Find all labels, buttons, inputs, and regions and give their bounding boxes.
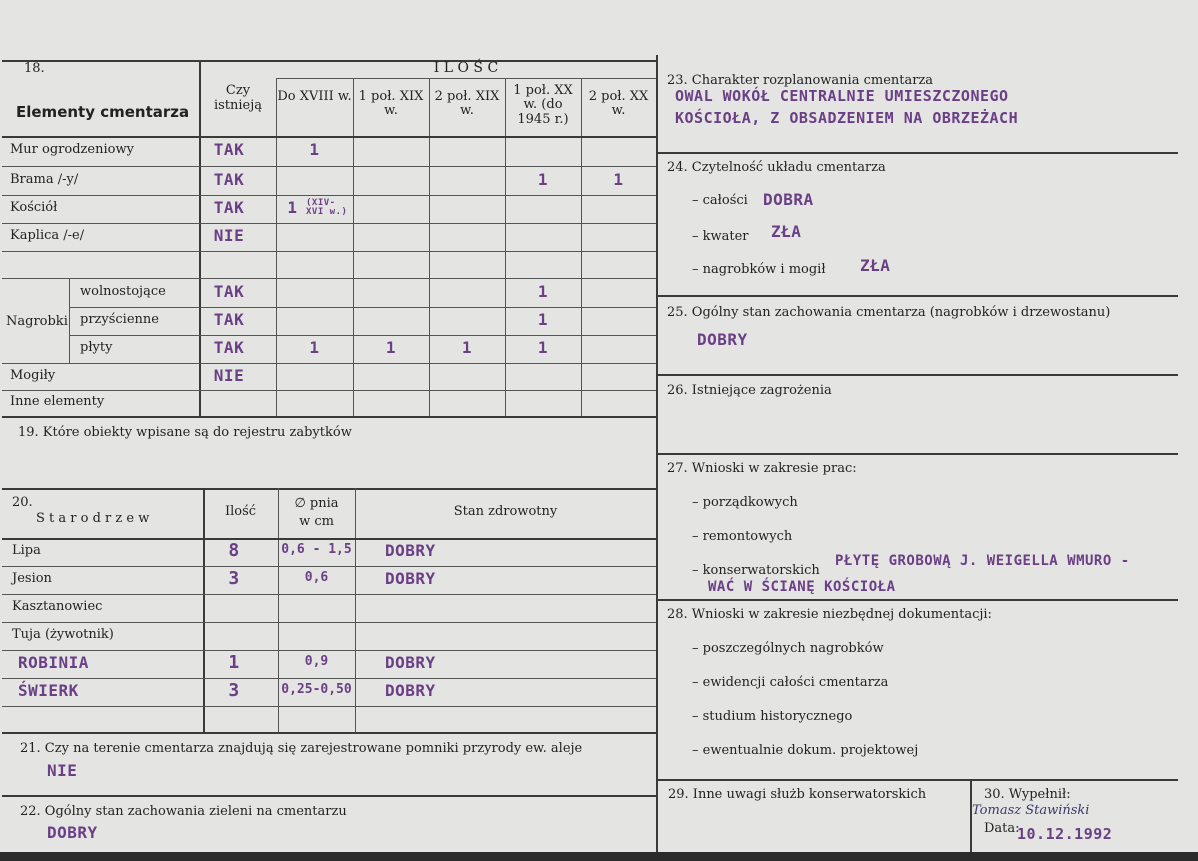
row-note-2: (XIV-XVI w.): [306, 198, 348, 217]
sec21-value: NIE: [47, 761, 78, 780]
sec24-value-3: ZŁA: [860, 256, 891, 275]
row-exists-6: TAK: [213, 310, 245, 329]
sec28-item-4: – ewentualnie dokum. projektowej: [692, 743, 919, 758]
row-label-9: Inne elementy: [10, 394, 105, 409]
row-exists-0: TAK: [213, 140, 245, 159]
row-exists-8: NIE: [213, 365, 245, 385]
sec29-label: 29. Inne uwagi służb konserwatorskich: [668, 787, 927, 802]
tree-diameter-4: 0,9: [304, 654, 329, 669]
sec28-item-3: – studium historycznego: [692, 709, 853, 724]
tree-count-4: 1: [228, 652, 240, 673]
row-label-1: Brama /-y/: [10, 171, 79, 187]
sec30-date-value: 10.12.1992: [1017, 825, 1113, 843]
ilosc-header: I L O Ś C: [433, 60, 499, 76]
tree-name-1: Jesion: [12, 571, 52, 586]
row-6-col-3: 1: [537, 310, 549, 329]
col-diam-header-2: w cm: [299, 514, 334, 529]
col-header-0: Do XVIII w.: [277, 89, 352, 104]
sec23-label: 23. Charakter rozplanowania cmentarza: [667, 73, 934, 88]
sec24-item-1: – całości: [692, 193, 748, 208]
row-label-0: Mur ogrodzeniowy: [10, 142, 134, 157]
row-exists-7: TAK: [213, 338, 245, 357]
sec28-label: 28. Wnioski w zakresie niezbędnej dokumentacji:: [667, 607, 992, 622]
sec18-title: Elementy cmentarza: [16, 103, 190, 121]
sec25-label: 25. Ogólny stan zachowania cmentarza (nagrobków i drzewostanu): [667, 305, 1111, 320]
col-diam-header-1: ∅ pnia: [294, 496, 339, 511]
tree-count-1: 3: [228, 568, 240, 589]
row-label-3: Kaplica /-e/: [10, 228, 85, 243]
tree-diameter-5: 0,25-0,50: [281, 682, 352, 697]
sec27-value-1: PŁYTĘ GROBOWĄ J. WEIGELLA WMURO -: [835, 553, 1130, 569]
row-1-col-3: 1: [537, 169, 549, 189]
row-exists-2: TAK: [213, 198, 245, 217]
sec19-label: 19. Które obiekty wpisane są do rejestru zabytków: [18, 425, 352, 440]
tree-health-1: DOBRY: [385, 569, 436, 588]
sec28-item-1: – poszczególnych nagrobków: [692, 641, 884, 656]
sec18-number: 18.: [24, 61, 45, 76]
sec24-label: 24. Czytelność układu cmentarza: [667, 160, 886, 175]
tree-name-2: Kasztanowiec: [12, 599, 103, 614]
col-health-header: Stan zdrowotny: [453, 504, 558, 519]
row-label-5: wolnostojące: [80, 283, 166, 299]
row-exists-3: NIE: [213, 226, 245, 245]
sec24-item-2: – kwater: [692, 229, 749, 244]
sec22-label: 22. Ogólny stan zachowania zieleni na cmentarzu: [20, 804, 347, 819]
col-header-4: 2 poł. XX w.: [588, 89, 649, 119]
col-exists-header: Czy istnieją: [213, 83, 263, 113]
sec25-value: DOBRY: [697, 330, 748, 349]
sec24-value-2: ZŁA: [771, 222, 802, 241]
sec20-title: S t a r o d r z e w: [36, 511, 150, 526]
tree-count-0: 8: [228, 540, 240, 561]
sec24-item-3: – nagrobków i mogił: [692, 262, 826, 277]
sec30-date-label: Data:: [984, 821, 1020, 836]
sec24-value-1: DOBRA: [763, 190, 814, 209]
row-7-col-0: 1: [309, 338, 320, 357]
row-2-col-0: 1: [287, 198, 298, 217]
sec27-item-2: – remontowych: [692, 529, 793, 544]
sec23-value-2: KOŚCIOŁA, Z OBSADZENIEM NA OBRZEŻACH: [675, 109, 1019, 127]
tree-name-4: ROBINIA: [18, 653, 89, 672]
tree-health-5: DOBRY: [385, 681, 436, 700]
tree-count-5: 3: [228, 680, 240, 701]
tree-health-4: DOBRY: [385, 653, 436, 672]
sec22-value: DOBRY: [47, 823, 98, 842]
row-7-col-2: 1: [461, 338, 473, 357]
row-7-col-3: 1: [537, 338, 549, 357]
tree-name-5: ŚWIERK: [18, 681, 79, 700]
signature: Tomasz Stawiński: [972, 803, 1090, 818]
row-5-col-3: 1: [537, 281, 549, 301]
row-label-8: Mogiły: [10, 367, 56, 383]
col-header-3: 1 poł. XX w. (do 1945 r.): [513, 83, 573, 127]
row-1-col-4: 1: [613, 169, 624, 189]
sec27-item-3: – konserwatorskich: [692, 563, 820, 578]
sec28-item-2: – ewidencji całości cmentarza: [692, 675, 889, 690]
row-label-2: Kościół: [10, 200, 58, 215]
sec30-label: 30. Wypełnił:: [984, 787, 1071, 802]
sec21-label: 21. Czy na terenie cmentarza znajdują się zarejestrowane pomniki przyrody ew. aleje: [20, 741, 583, 756]
tree-name-3: Tuja (żywotnik): [12, 627, 114, 642]
row-label-6: przyścienne: [80, 312, 159, 327]
tree-diameter-0: 0,6 - 1,5: [281, 542, 352, 557]
col-header-2: 2 poł. XIX w.: [434, 89, 500, 119]
sec27-item-1: – porządkowych: [692, 495, 798, 510]
sec20-number: 20.: [12, 495, 33, 510]
row-7-col-1: 1: [385, 338, 397, 357]
row-label-7: płyty: [80, 340, 113, 355]
nagrobki-group-label: Nagrobki: [6, 314, 68, 329]
sec27-label: 27. Wnioski w zakresie prac:: [667, 461, 857, 476]
row-0-col-0: 1: [309, 140, 320, 159]
row-exists-5: TAK: [213, 281, 245, 301]
sec26-label: 26. Istniejące zagrożenia: [667, 383, 832, 398]
row-exists-1: TAK: [213, 169, 245, 189]
sec23-value-1: OWAL WOKÓŁ CENTRALNIE UMIESZCZONEGO: [675, 87, 1009, 105]
tree-diameter-1: 0,6: [304, 570, 329, 585]
tree-health-0: DOBRY: [385, 541, 436, 560]
tree-name-0: Lipa: [12, 543, 41, 558]
col-count-header: Ilość: [224, 504, 257, 519]
col-header-1: 1 poł. XIX w.: [358, 89, 424, 119]
sec27-value-2: WAĆ W ŚCIANĘ KOŚCIOŁA: [708, 579, 896, 595]
